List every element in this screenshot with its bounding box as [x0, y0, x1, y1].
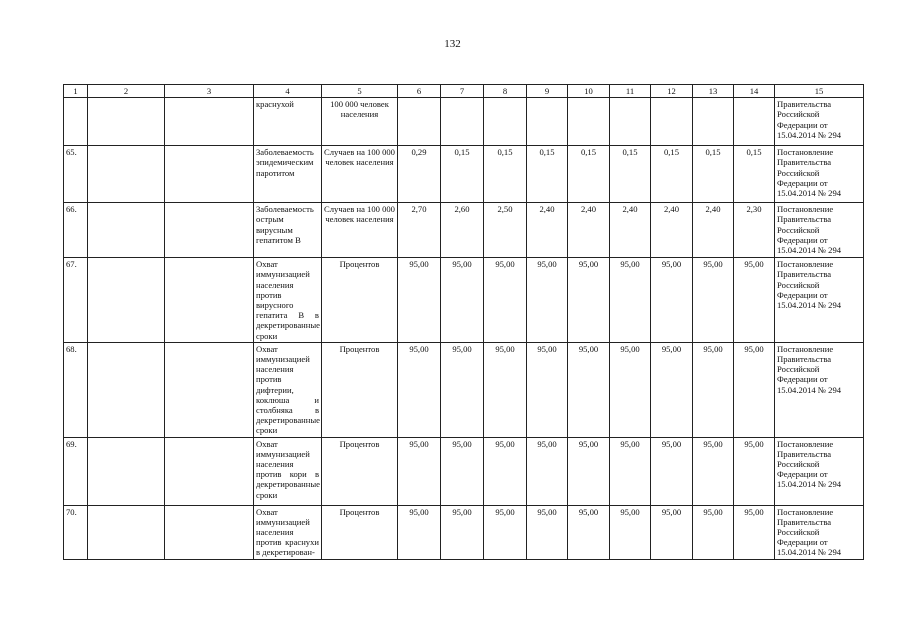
value-cell: 95,00 — [484, 437, 527, 505]
value-cell: 0,15 — [693, 146, 734, 203]
header-cell: 4 — [254, 85, 322, 98]
value-cell: 95,00 — [651, 437, 693, 505]
value-cell: 0,15 — [441, 146, 484, 203]
value-cell: 95,00 — [693, 258, 734, 343]
value-cell: 2,70 — [398, 203, 441, 258]
row-number: 69. — [64, 437, 88, 505]
empty-cell — [165, 146, 254, 203]
value-cell: 0,15 — [651, 146, 693, 203]
value-cell: 95,00 — [527, 342, 568, 437]
source-cell: Постановление Правительства Российской Федерации от 15.04.2014 № 294 — [775, 146, 864, 203]
row-number: 65. — [64, 146, 88, 203]
header-cell: 6 — [398, 85, 441, 98]
value-cell: 2,40 — [651, 203, 693, 258]
empty-cell — [165, 203, 254, 258]
empty-cell — [165, 258, 254, 343]
table-row — [64, 203, 864, 258]
value-cell: 95,00 — [527, 258, 568, 343]
value-cell: 95,00 — [651, 342, 693, 437]
value-cell — [484, 98, 527, 146]
value-cell: 2,40 — [568, 203, 610, 258]
value-cell: 95,00 — [568, 505, 610, 559]
value-cell: 2,30 — [734, 203, 775, 258]
indicator-name: Заболеваемость эпидемическим паротитом — [254, 146, 322, 203]
source-cell: Постановление Правительства Российской Федерации от 15.04.2014 № 294 — [775, 437, 864, 505]
value-cell: 95,00 — [398, 505, 441, 559]
indicator-name: Охват иммунизацией населения против кори в декретированные сроки — [254, 437, 322, 505]
indicators-table — [63, 84, 864, 560]
value-cell — [441, 98, 484, 146]
unit-cell: Процентов — [322, 505, 398, 559]
value-cell: 2,50 — [484, 203, 527, 258]
value-cell: 95,00 — [398, 437, 441, 505]
unit-cell: Случаев на 100 000 человек населения — [322, 203, 398, 258]
header-cell: 12 — [651, 85, 693, 98]
header-cell: 2 — [88, 85, 165, 98]
value-cell: 95,00 — [441, 342, 484, 437]
unit-cell: Случаев на 100 000 человек населения — [322, 146, 398, 203]
value-cell — [734, 98, 775, 146]
row-number: 68. — [64, 342, 88, 437]
indicator-name: Охват иммунизацией населения против дифтерии, коклюша и столбняка в декретированные сроки — [254, 342, 322, 437]
row-number: 66. — [64, 203, 88, 258]
header-cell: 5 — [322, 85, 398, 98]
header-cell: 11 — [610, 85, 651, 98]
row-number: 67. — [64, 258, 88, 343]
value-cell: 95,00 — [484, 342, 527, 437]
empty-cell — [88, 505, 165, 559]
value-cell — [651, 98, 693, 146]
table-row — [64, 258, 864, 343]
empty-cell — [165, 437, 254, 505]
table-row — [64, 505, 864, 559]
value-cell: 0,15 — [484, 146, 527, 203]
value-cell: 0,15 — [610, 146, 651, 203]
value-cell: 0,15 — [734, 146, 775, 203]
unit-cell: Процентов — [322, 437, 398, 505]
value-cell: 95,00 — [734, 258, 775, 343]
header-cell: 1 — [64, 85, 88, 98]
value-cell: 0,29 — [398, 146, 441, 203]
value-cell: 95,00 — [527, 505, 568, 559]
empty-cell — [88, 437, 165, 505]
empty-cell — [88, 98, 165, 146]
empty-cell — [88, 146, 165, 203]
row-number — [64, 98, 88, 146]
value-cell: 95,00 — [398, 342, 441, 437]
indicator-name: Охват иммунизацией населения против краснухи в декретирован- — [254, 505, 322, 559]
source-cell: Постановление Правительства Российской Федерации от 15.04.2014 № 294 — [775, 505, 864, 559]
header-cell: 13 — [693, 85, 734, 98]
value-cell — [610, 98, 651, 146]
source-cell: Постановление Правительства Российской Федерации от 15.04.2014 № 294 — [775, 203, 864, 258]
unit-cell: 100 000 человек населения — [322, 98, 398, 146]
value-cell: 0,15 — [568, 146, 610, 203]
header-cell: 3 — [165, 85, 254, 98]
header-cell: 9 — [527, 85, 568, 98]
value-cell: 95,00 — [610, 342, 651, 437]
value-cell: 95,00 — [568, 258, 610, 343]
value-cell — [398, 98, 441, 146]
value-cell: 2,40 — [610, 203, 651, 258]
empty-cell — [88, 203, 165, 258]
empty-cell — [165, 505, 254, 559]
value-cell: 95,00 — [734, 505, 775, 559]
value-cell: 95,00 — [568, 437, 610, 505]
value-cell: 95,00 — [484, 258, 527, 343]
value-cell: 95,00 — [693, 342, 734, 437]
empty-cell — [165, 98, 254, 146]
table-row — [64, 437, 864, 505]
value-cell: 95,00 — [610, 258, 651, 343]
header-cell: 10 — [568, 85, 610, 98]
value-cell: 95,00 — [610, 505, 651, 559]
value-cell: 2,60 — [441, 203, 484, 258]
page-number: 132 — [444, 38, 461, 50]
table-row — [64, 342, 864, 437]
value-cell — [527, 98, 568, 146]
value-cell: 95,00 — [441, 258, 484, 343]
value-cell: 95,00 — [441, 505, 484, 559]
value-cell: 95,00 — [610, 437, 651, 505]
header-cell: 7 — [441, 85, 484, 98]
indicator-name: Охват иммунизацией населения против вирусного гепатита В в декретированные сроки — [254, 258, 322, 343]
unit-cell: Процентов — [322, 342, 398, 437]
source-cell: Постановление Правительства Российской Федерации от 15.04.2014 № 294 — [775, 258, 864, 343]
header-cell: 8 — [484, 85, 527, 98]
value-cell — [693, 98, 734, 146]
value-cell: 95,00 — [527, 437, 568, 505]
row-number: 70. — [64, 505, 88, 559]
header-cell: 15 — [775, 85, 864, 98]
source-cell: Правительства Российской Федерации от 15.04.2014 № 294 — [775, 98, 864, 146]
empty-cell — [88, 342, 165, 437]
source-cell: Постановление Правительства Российской Федерации от 15.04.2014 № 294 — [775, 342, 864, 437]
value-cell: 95,00 — [484, 505, 527, 559]
value-cell: 95,00 — [651, 258, 693, 343]
table-row — [64, 98, 864, 146]
value-cell: 0,15 — [527, 146, 568, 203]
value-cell: 2,40 — [693, 203, 734, 258]
value-cell: 95,00 — [734, 342, 775, 437]
value-cell: 95,00 — [734, 437, 775, 505]
empty-cell — [165, 342, 254, 437]
value-cell: 95,00 — [441, 437, 484, 505]
value-cell: 95,00 — [398, 258, 441, 343]
value-cell: 95,00 — [693, 505, 734, 559]
indicator-name: краснухой — [254, 98, 322, 146]
header-cell: 14 — [734, 85, 775, 98]
value-cell: 95,00 — [693, 437, 734, 505]
table-row — [64, 146, 864, 203]
empty-cell — [88, 258, 165, 343]
unit-cell: Процентов — [322, 258, 398, 343]
value-cell: 95,00 — [568, 342, 610, 437]
value-cell: 2,40 — [527, 203, 568, 258]
indicator-name: Заболеваемость острым вирусным гепатитом В — [254, 203, 322, 258]
value-cell — [568, 98, 610, 146]
value-cell: 95,00 — [651, 505, 693, 559]
header-row — [64, 85, 864, 98]
